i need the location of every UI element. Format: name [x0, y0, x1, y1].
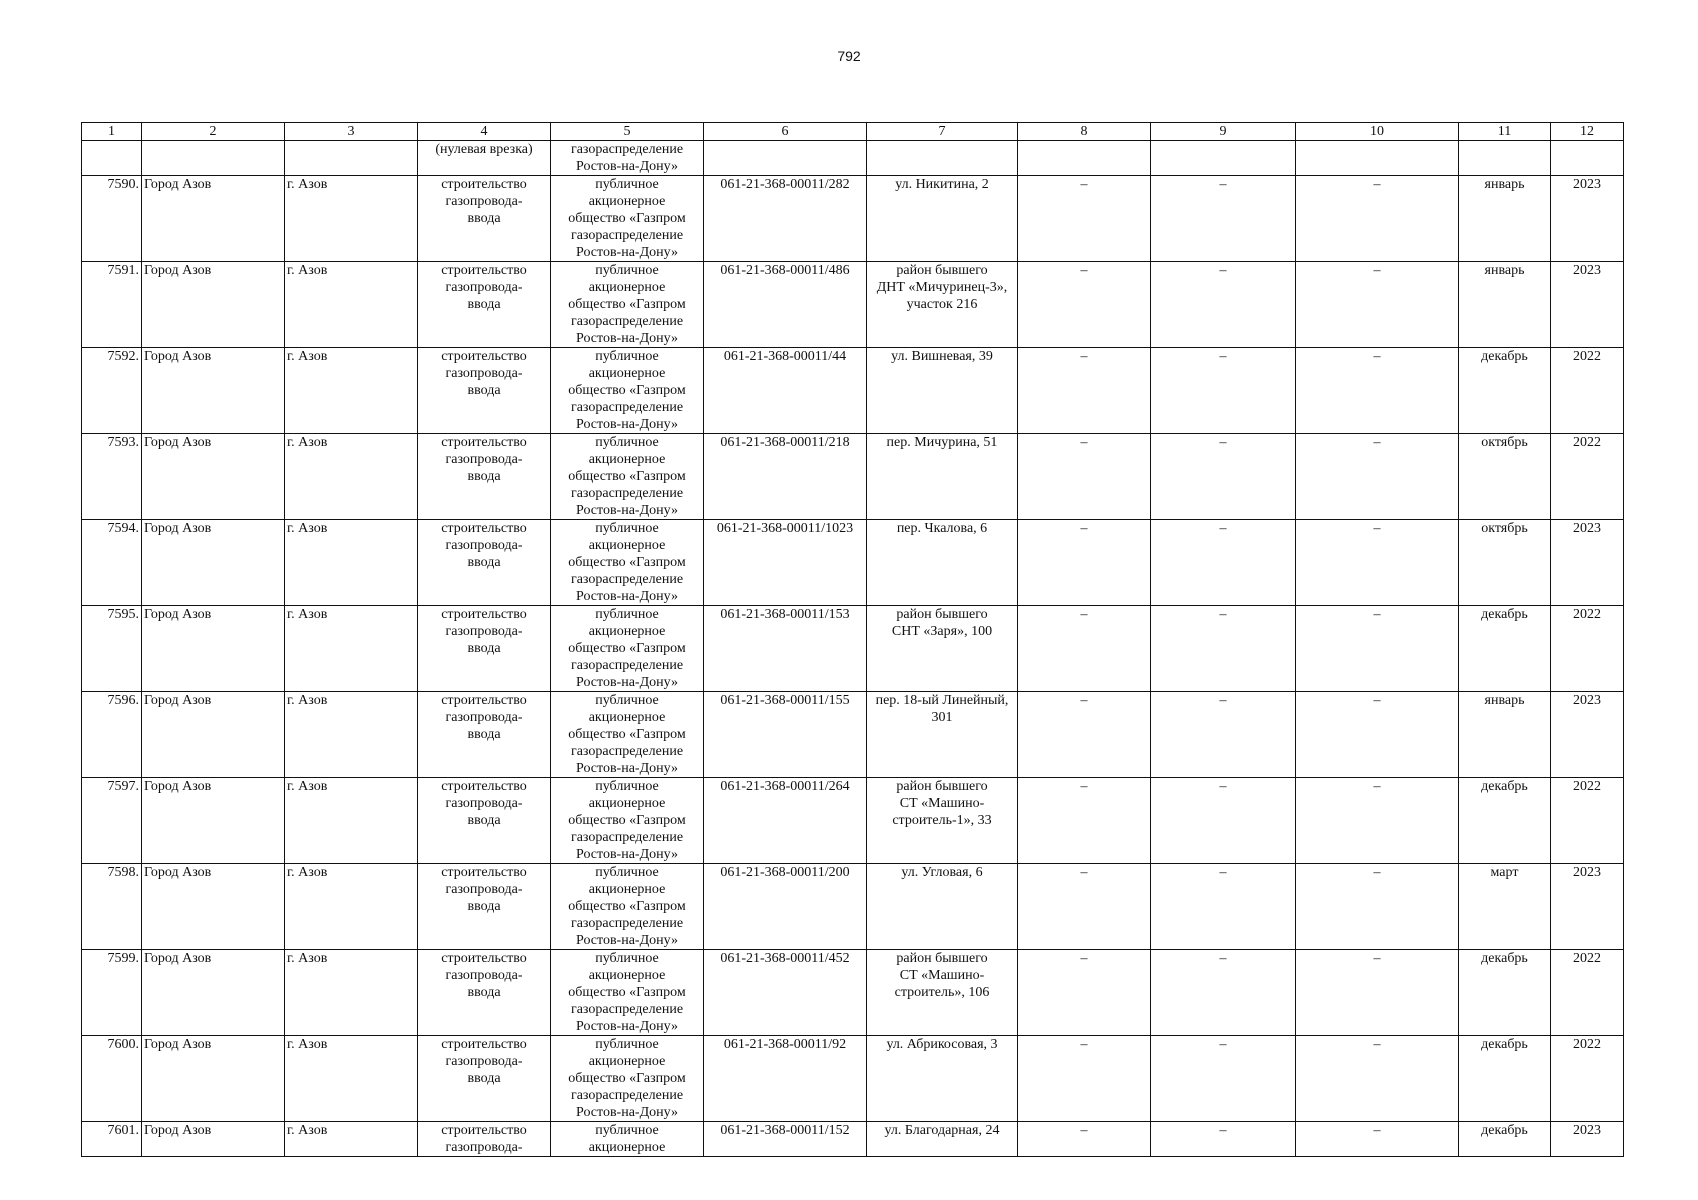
code-cell: 061-21-368-00011/44: [704, 348, 867, 434]
table-cell: [1296, 141, 1459, 176]
row-number-cell: 7596.: [82, 692, 142, 778]
organization-cell: публичное акционерное общество «Газпром газораспределение Ростов-на-Дону»: [551, 778, 704, 864]
dash-cell: –: [1018, 778, 1151, 864]
row-number-cell: 7601.: [82, 1122, 142, 1157]
dash-cell: –: [1151, 606, 1296, 692]
month-cell: декабрь: [1459, 348, 1551, 434]
dash-cell: –: [1151, 950, 1296, 1036]
dash-cell: –: [1018, 606, 1151, 692]
row-number-cell: 7592.: [82, 348, 142, 434]
work-type-cell: строительство газопровода- ввода: [418, 348, 551, 434]
dash-cell: –: [1151, 1036, 1296, 1122]
dash-cell: –: [1018, 348, 1151, 434]
work-type-cell: строительство газопровода- ввода: [418, 176, 551, 262]
table-row: [82, 176, 1624, 262]
column-header: 12: [1551, 123, 1624, 141]
column-header: 8: [1018, 123, 1151, 141]
municipality-cell: Город Азов: [142, 348, 285, 434]
column-header: 1: [82, 123, 142, 141]
dash-cell: –: [1018, 176, 1151, 262]
work-type-cell: строительство газопровода- ввода: [418, 864, 551, 950]
table-row: [82, 520, 1624, 606]
locality-cell: г. Азов: [285, 1036, 418, 1122]
code-cell: 061-21-368-00011/153: [704, 606, 867, 692]
organization-cell: публичное акционерное общество «Газпром газораспределение Ростов-на-Дону»: [551, 864, 704, 950]
address-cell: пер. Мичурина, 51: [867, 434, 1018, 520]
table-cell: [1551, 141, 1624, 176]
column-header: 11: [1459, 123, 1551, 141]
header-row: [82, 123, 1624, 141]
dash-cell: –: [1018, 520, 1151, 606]
year-cell: 2023: [1551, 520, 1624, 606]
organization-cell: публичное акционерное общество «Газпром газораспределение Ростов-на-Дону»: [551, 434, 704, 520]
work-type-cell: строительство газопровода- ввода: [418, 520, 551, 606]
address-cell: ул. Угловая, 6: [867, 864, 1018, 950]
dash-cell: –: [1151, 692, 1296, 778]
address-cell: ул. Абрикосовая, 3: [867, 1036, 1018, 1122]
organization-cell: публичное акционерное общество «Газпром газораспределение Ростов-на-Дону»: [551, 692, 704, 778]
column-header: 6: [704, 123, 867, 141]
registry-table: [81, 122, 1624, 1157]
table-cell: [1151, 141, 1296, 176]
dash-cell: –: [1296, 262, 1459, 348]
table-row: [82, 348, 1624, 434]
month-cell: январь: [1459, 692, 1551, 778]
column-header: 9: [1151, 123, 1296, 141]
year-cell: 2022: [1551, 1036, 1624, 1122]
table-body: [82, 141, 1624, 1157]
year-cell: 2022: [1551, 950, 1624, 1036]
table-cell: [285, 141, 418, 176]
organization-cell: публичное акционерное общество «Газпром газораспределение Ростов-на-Дону»: [551, 950, 704, 1036]
code-cell: 061-21-368-00011/155: [704, 692, 867, 778]
locality-cell: г. Азов: [285, 606, 418, 692]
dash-cell: –: [1296, 176, 1459, 262]
locality-cell: г. Азов: [285, 434, 418, 520]
locality-cell: г. Азов: [285, 262, 418, 348]
row-number-cell: 7599.: [82, 950, 142, 1036]
municipality-cell: Город Азов: [142, 950, 285, 1036]
table-row: [82, 606, 1624, 692]
table-cell: [142, 141, 285, 176]
table-cell: [867, 141, 1018, 176]
dash-cell: –: [1296, 1036, 1459, 1122]
dash-cell: –: [1018, 864, 1151, 950]
municipality-cell: Город Азов: [142, 176, 285, 262]
dash-cell: –: [1151, 778, 1296, 864]
table-row: [82, 1036, 1624, 1122]
column-header: 5: [551, 123, 704, 141]
month-cell: декабрь: [1459, 778, 1551, 864]
dash-cell: –: [1018, 1122, 1151, 1157]
code-cell: 061-21-368-00011/92: [704, 1036, 867, 1122]
code-cell: 061-21-368-00011/152: [704, 1122, 867, 1157]
table-row: [82, 262, 1624, 348]
work-type-cell: строительство газопровода- ввода: [418, 434, 551, 520]
row-number-cell: 7591.: [82, 262, 142, 348]
table-row: [82, 864, 1624, 950]
work-type-cell: строительство газопровода- ввода: [418, 262, 551, 348]
municipality-cell: Город Азов: [142, 778, 285, 864]
dash-cell: –: [1018, 950, 1151, 1036]
code-cell: 061-21-368-00011/452: [704, 950, 867, 1036]
month-cell: январь: [1459, 176, 1551, 262]
address-cell: район бывшего ДНТ «Мичуринец-3», участок 216: [867, 262, 1018, 348]
municipality-cell: Город Азов: [142, 692, 285, 778]
year-cell: 2023: [1551, 1122, 1624, 1157]
dash-cell: –: [1018, 434, 1151, 520]
dash-cell: –: [1018, 692, 1151, 778]
locality-cell: г. Азов: [285, 520, 418, 606]
work-type-cell: строительство газопровода-: [418, 1122, 551, 1157]
page-number: 792: [837, 48, 861, 64]
code-cell: 061-21-368-00011/282: [704, 176, 867, 262]
month-cell: декабрь: [1459, 606, 1551, 692]
month-cell: декабрь: [1459, 1122, 1551, 1157]
locality-cell: г. Азов: [285, 778, 418, 864]
year-cell: 2022: [1551, 348, 1624, 434]
dash-cell: –: [1296, 864, 1459, 950]
locality-cell: г. Азов: [285, 176, 418, 262]
municipality-cell: Город Азов: [142, 434, 285, 520]
municipality-cell: Город Азов: [142, 606, 285, 692]
code-cell: 061-21-368-00011/200: [704, 864, 867, 950]
row-number-cell: 7593.: [82, 434, 142, 520]
dash-cell: –: [1296, 606, 1459, 692]
dash-cell: –: [1151, 520, 1296, 606]
row-number-cell: 7590.: [82, 176, 142, 262]
work-type-cell: строительство газопровода- ввода: [418, 692, 551, 778]
table-row: [82, 950, 1624, 1036]
continuation-row: [82, 141, 1624, 176]
code-cell: 061-21-368-00011/1023: [704, 520, 867, 606]
dash-cell: –: [1296, 950, 1459, 1036]
table-cell: [82, 141, 142, 176]
column-header: 4: [418, 123, 551, 141]
municipality-cell: Город Азов: [142, 1036, 285, 1122]
address-cell: ул. Вишневая, 39: [867, 348, 1018, 434]
address-cell: пер. 18-ый Линейный, 301: [867, 692, 1018, 778]
month-cell: январь: [1459, 262, 1551, 348]
address-cell: пер. Чкалова, 6: [867, 520, 1018, 606]
work-type-cell: (нулевая врезка): [418, 141, 551, 176]
locality-cell: г. Азов: [285, 348, 418, 434]
organization-cell: газораспределение Ростов-на-Дону»: [551, 141, 704, 176]
month-cell: март: [1459, 864, 1551, 950]
month-cell: декабрь: [1459, 950, 1551, 1036]
dash-cell: –: [1018, 262, 1151, 348]
code-cell: 061-21-368-00011/264: [704, 778, 867, 864]
row-number-cell: 7597.: [82, 778, 142, 864]
municipality-cell: Город Азов: [142, 262, 285, 348]
dash-cell: –: [1296, 520, 1459, 606]
table-cell: [1018, 141, 1151, 176]
row-number-cell: 7594.: [82, 520, 142, 606]
column-header: 7: [867, 123, 1018, 141]
locality-cell: г. Азов: [285, 1122, 418, 1157]
locality-cell: г. Азов: [285, 950, 418, 1036]
dash-cell: –: [1151, 262, 1296, 348]
dash-cell: –: [1151, 1122, 1296, 1157]
work-type-cell: строительство газопровода- ввода: [418, 950, 551, 1036]
year-cell: 2023: [1551, 176, 1624, 262]
table-row: [82, 1122, 1624, 1157]
organization-cell: публичное акционерное общество «Газпром газораспределение Ростов-на-Дону»: [551, 262, 704, 348]
address-cell: ул. Благодарная, 24: [867, 1122, 1018, 1157]
dash-cell: –: [1296, 1122, 1459, 1157]
dash-cell: –: [1296, 692, 1459, 778]
organization-cell: публичное акционерное общество «Газпром газораспределение Ростов-на-Дону»: [551, 606, 704, 692]
work-type-cell: строительство газопровода- ввода: [418, 1036, 551, 1122]
address-cell: район бывшего СНТ «Заря», 100: [867, 606, 1018, 692]
month-cell: октябрь: [1459, 434, 1551, 520]
dash-cell: –: [1296, 348, 1459, 434]
year-cell: 2022: [1551, 778, 1624, 864]
dash-cell: –: [1018, 1036, 1151, 1122]
dash-cell: –: [1151, 348, 1296, 434]
address-cell: ул. Никитина, 2: [867, 176, 1018, 262]
row-number-cell: 7598.: [82, 864, 142, 950]
organization-cell: публичное акционерное общество «Газпром газораспределение Ростов-на-Дону»: [551, 520, 704, 606]
organization-cell: публичное акционерное общество «Газпром газораспределение Ростов-на-Дону»: [551, 1036, 704, 1122]
dash-cell: –: [1151, 434, 1296, 520]
organization-cell: публичное акционерное: [551, 1122, 704, 1157]
row-number-cell: 7600.: [82, 1036, 142, 1122]
table-row: [82, 692, 1624, 778]
column-header: 10: [1296, 123, 1459, 141]
table-cell: [704, 141, 867, 176]
dash-cell: –: [1296, 434, 1459, 520]
work-type-cell: строительство газопровода- ввода: [418, 778, 551, 864]
dash-cell: –: [1151, 176, 1296, 262]
column-header: 3: [285, 123, 418, 141]
table-row: [82, 778, 1624, 864]
code-cell: 061-21-368-00011/486: [704, 262, 867, 348]
municipality-cell: Город Азов: [142, 520, 285, 606]
row-number-cell: 7595.: [82, 606, 142, 692]
dash-cell: –: [1296, 778, 1459, 864]
month-cell: декабрь: [1459, 1036, 1551, 1122]
table-row: [82, 434, 1624, 520]
municipality-cell: Город Азов: [142, 1122, 285, 1157]
organization-cell: публичное акционерное общество «Газпром газораспределение Ростов-на-Дону»: [551, 348, 704, 434]
code-cell: 061-21-368-00011/218: [704, 434, 867, 520]
year-cell: 2023: [1551, 692, 1624, 778]
dash-cell: –: [1151, 864, 1296, 950]
address-cell: район бывшего СТ «Машино- строитель», 106: [867, 950, 1018, 1036]
municipality-cell: Город Азов: [142, 864, 285, 950]
organization-cell: публичное акционерное общество «Газпром газораспределение Ростов-на-Дону»: [551, 176, 704, 262]
year-cell: 2023: [1551, 262, 1624, 348]
year-cell: 2022: [1551, 606, 1624, 692]
column-header: 2: [142, 123, 285, 141]
address-cell: район бывшего СТ «Машино- строитель-1», 33: [867, 778, 1018, 864]
locality-cell: г. Азов: [285, 692, 418, 778]
year-cell: 2023: [1551, 864, 1624, 950]
locality-cell: г. Азов: [285, 864, 418, 950]
month-cell: октябрь: [1459, 520, 1551, 606]
table-cell: [1459, 141, 1551, 176]
year-cell: 2022: [1551, 434, 1624, 520]
work-type-cell: строительство газопровода- ввода: [418, 606, 551, 692]
